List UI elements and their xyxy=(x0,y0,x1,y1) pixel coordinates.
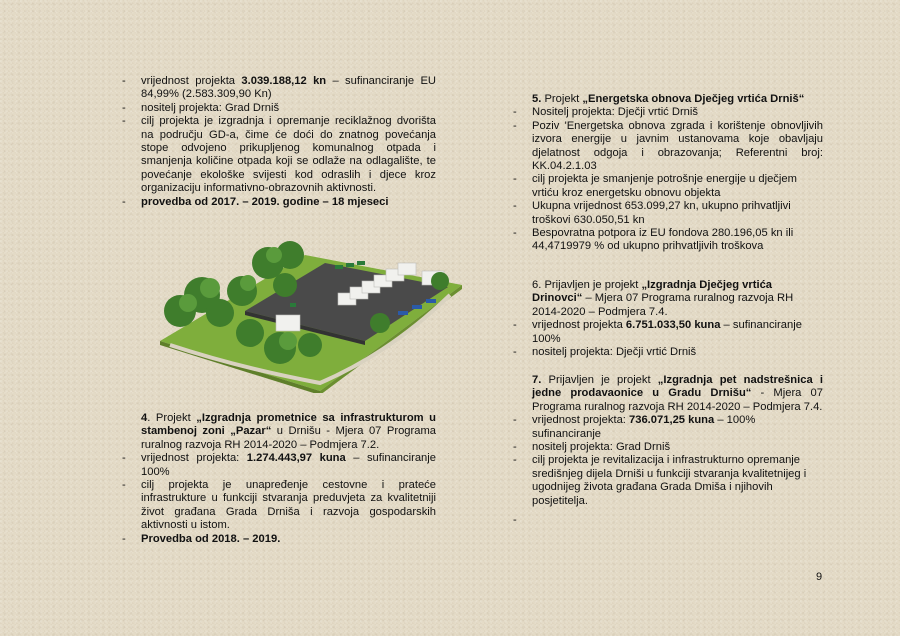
project-heading: 5. Projekt „Energetska obnova Dječjeg vrtića Drniš“ xyxy=(532,93,805,105)
list-item: - nositelj projekta: Grad Drniš xyxy=(513,441,671,454)
list-item: - Bespovratna potpora iz EU fondova 280.196,05 kn ili 44,4719979 % od ukupno prihvatljivih troškova xyxy=(513,227,794,253)
project-heading: 6. Prijavljen je projekt „Izgradnja Dječjeg vrtića Drinovci“ – Mjera 07 Programa ruralnog razvoja RH 2014-2020 – Podmjera 7.4. xyxy=(532,279,794,318)
project-heading: 7. Prijavljen je projekt „Izgradnja pet nadstrešnica i jedne prodavaonice u Gradu Drnišu“ - Mjera 07 Programa ruralnog razvoja RH 2014-2020 – Podmjera 7.4. xyxy=(532,374,823,413)
project-5 xyxy=(513,93,823,254)
list-item: - nositelj projekta: Dječji vrtić Drniš xyxy=(513,346,697,359)
project-6 xyxy=(513,279,823,359)
list-item: - cilj projekta je unapređenje cestovne i prateće infrastrukture u funkciji stvaranja preduvjeta za kvalitetniji život građana Grada Drniša i razvoja gospodarskih aktivnosti u istom. xyxy=(122,479,436,532)
list-item: - vrijednost projekta: 1.274.443,97 kuna – sufinanciranje 100% xyxy=(122,452,436,478)
list-item: - cilj projekta je izgradnja i opremanje reciklažnog dvorišta na području GD-a, čime će doći do znatnog povećanja stope odvojeno prikupljenog komunalnog otpada i smanjenja količine otpada koji se odlaže na odlagalište, te povećanje ekološke svijesti kod odraslih i djece kroz organizaciju informativno-obrazovnih aktivnosti. xyxy=(122,115,436,195)
left-column xyxy=(122,75,436,209)
project-heading: 4. Projekt „Izgradnja prometnice sa infrastrukturom u stambenoj zoni „Pazar“ u Drnišu - Mjera 07 Programa ruralnog razvoja RH 2014-2020 – Podmjera 7.2. xyxy=(141,412,437,451)
list-item: - vrijednost projekta 3.039.188,12 kn – sufinanciranje EU 84,99% (2.583.309,90 Kn) xyxy=(122,75,436,101)
list-item: - Provedba od 2018. – 2019. xyxy=(122,532,281,545)
list-item: - vrijednost projekta: 736.071,25 kuna – 100% sufinanciranje xyxy=(513,414,756,440)
project-4 xyxy=(122,412,436,546)
recycling-yard-rendering xyxy=(150,233,470,393)
list-item: - vrijednost projekta 6.751.033,50 kuna – sufinanciranje 100% xyxy=(513,319,802,345)
project-7: 7. Prijavljen je projekt „Izgradnja pet nadstrešnica i jedne prodavaonice u Gradu Drnišu“ - Mjera 07 Programa ruralnog razvoja RH 2014-2020 – Podmjera 7.4. - vrijednost projekta: 736.071,25 kuna – 100% sufinanciranje - nositelj projekta: Grad Drniš - cilj projekta je revitalizacija i infrastrukturno opremanje središnjeg dijela Drniši u funkciji stvaranja kvalitetnijeg i ugodnijeg života građana Grada Dmiša i njihovih posjetitelja. - xyxy=(513,374,823,527)
list-item: - provedba od 2017. – 2019. godine – 18 mjeseci xyxy=(122,195,389,208)
page-number: 9 xyxy=(816,571,823,583)
list-item: - Nositelj projekta: Dječji vrtić Drniš xyxy=(513,106,698,119)
list-dash: - xyxy=(122,75,126,87)
list-item: - cilj projekta je revitalizacija i infrastrukturno opremanje središnjeg dijela Drniši u funkciji stvaranja kvalitetnijeg i ugodnijeg života građana Grada Dmiša i njihovih posjetitelja. xyxy=(513,454,807,507)
list-item: - nositelj projekta: Grad Drniš xyxy=(122,101,280,114)
list-item: - Ukupna vrijednost 653.099,27 kn, ukupno prihvatljivi troškovi 630.050,51 kn xyxy=(513,200,791,226)
list-item: - Poziv 'Energetska obnova zgrada i korištenje obnovljivih izvora energije u javnim ustanovama koje obavljaju djelatnost odgoja i obrazovanja; Referentni broj: KK.04.2.1.03 xyxy=(513,119,823,173)
list-item: - cilj projekta je smanjenje potrošnje energije u dječjem vrtiću kroz energetsku obnovu objekta xyxy=(513,173,797,199)
